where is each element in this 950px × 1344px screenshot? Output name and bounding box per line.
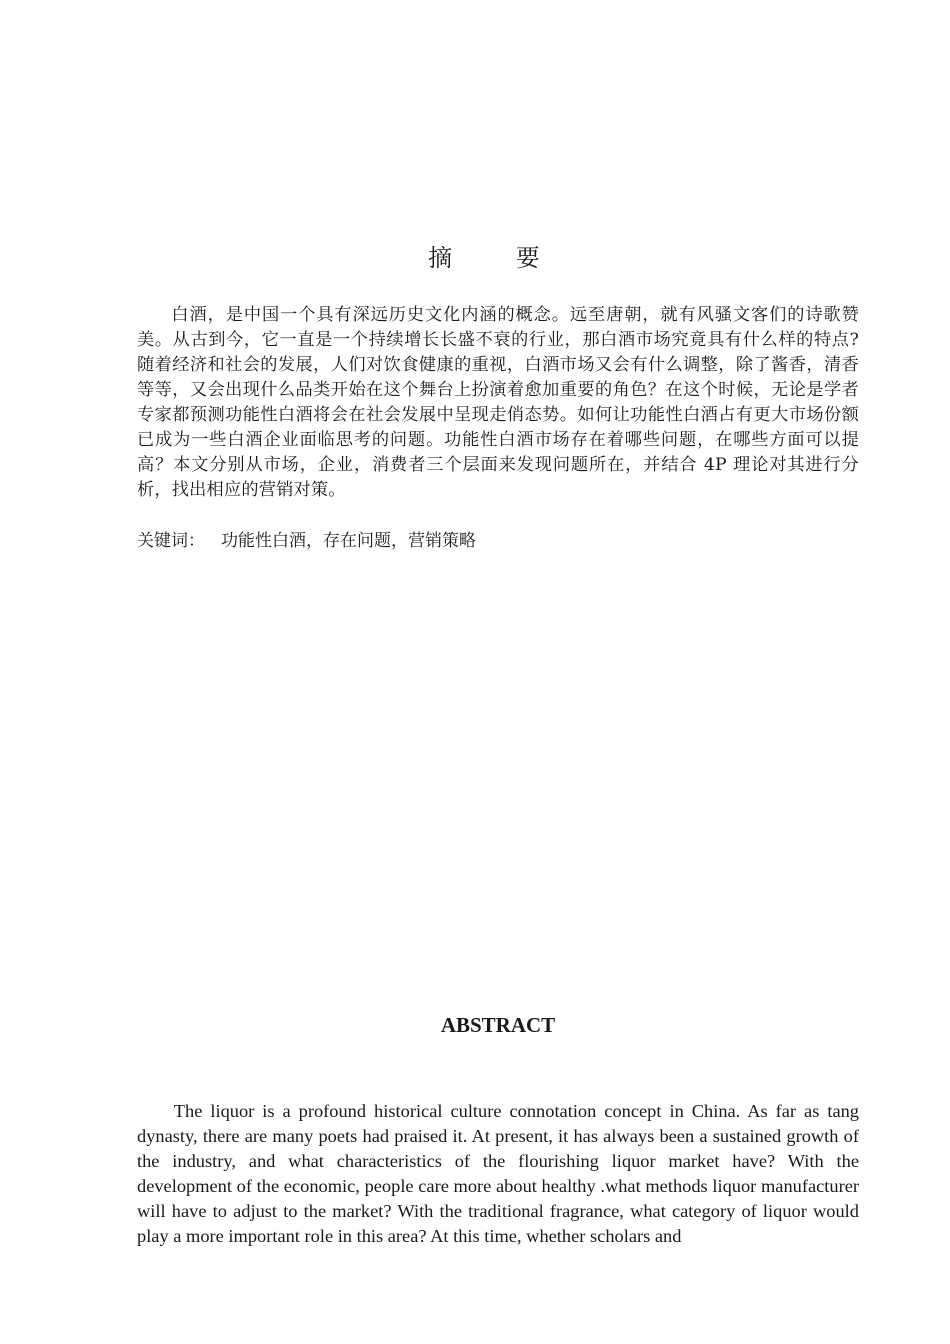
chinese-abstract-title: 摘 要 xyxy=(428,244,568,272)
english-abstract-title: ABSTRACT xyxy=(440,1013,556,1037)
chinese-keywords xyxy=(137,528,859,554)
english-abstract-body: The liquor is a profound historical culture connotation concept in China. As far as tang dynasty, there are many poets had praised it. At present, it has always been a sustained growth of the industry, and what characteristics of the flourishing liquor market have? With the development of the economic, people care more about healthy .what methods liquor manufacturer will have to adjust to the market? With the traditional fragrance, what category of liquor would play a more important role in this area? At this time, whether scholars and xyxy=(137,1101,859,1246)
keywords-text: 功能性白酒，存在问题，营销策略 xyxy=(221,531,476,551)
keywords-label: 关键词： xyxy=(137,531,205,551)
chinese-abstract-body: 白酒，是中国一个具有深远历史文化内涵的概念。远至唐朝，就有风骚文客们的诗歌赞美。从古到今，它一直是一个持续增长长盛不衰的行业，那白酒市场究竟具有什么样的特点?随着经济和社会的发展，人们对饮食健康的重视，白酒市场又会有什么调整，除了酱香，清香等等，又会出现什么品类开始在这个舞台上扮演着愈加重要的角色？在这个时候，无论是学者专家都预测功能性白酒将会在社会发展中呈现走俏态势。如何让功能性白酒占有更大市场份额已成为一些白酒企业面临思考的问题。功能性白酒市场存在着哪些问题，在哪些方面可以提高？本文分别从市场，企业，消费者三个层面来发现问题所在，并结合 4P 理论对其进行分析，找出相应的营销对策。 xyxy=(137,305,859,500)
